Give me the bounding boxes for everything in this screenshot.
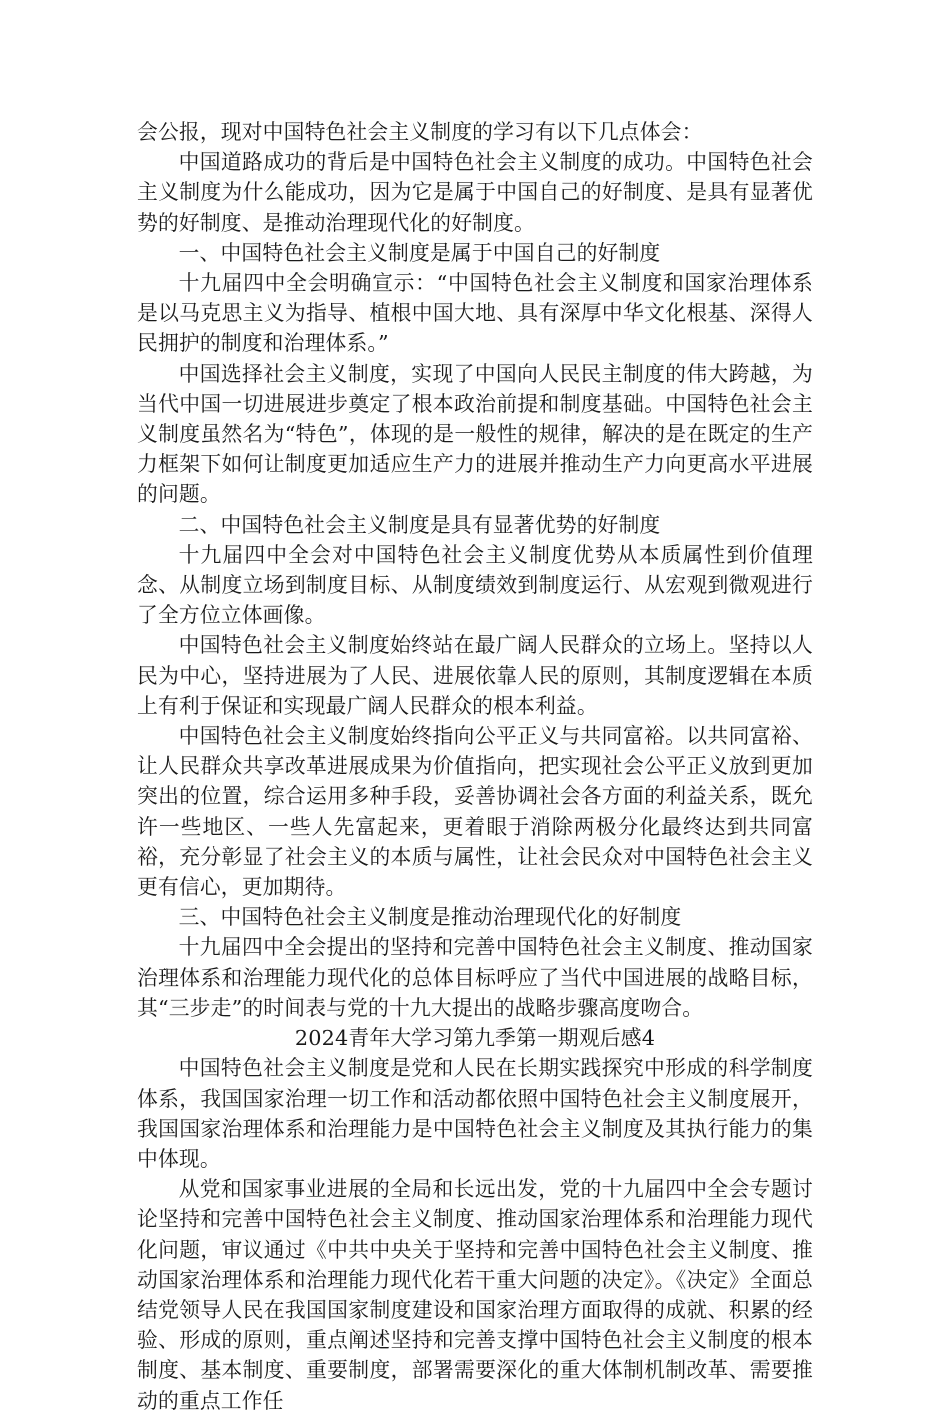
article-title: 2024青年大学习第九季第一期观后感4 (294, 1026, 656, 1051)
section-heading-2: 二、中国特色社会主义制度是具有显著优势的好制度 (178, 512, 661, 537)
paragraph: 中国道路成功的背后是中国特色社会主义制度的成功。中国特色社会主义制度为什么能成功，因为它是属于中国自己的好制度、是具有显著优势的好制度、是推动治理现代化的好制度。 (137, 150, 813, 235)
paragraph: 十九届四中全会对中国特色社会主义制度优势从本质属性到价值理念、从制度立场到制度目标、从制度绩效到制度运行、从宏观到微观进行了全方位立体画像。 (137, 542, 813, 628)
paragraph: 中国特色社会主义制度始终站在最广阔人民群众的立场上。坚持以人民为中心，坚持进展为了人民、进展依靠人民的原则，其制度逻辑在本质上有利于保证和实现最广阔人民群众的根本利益。 (137, 633, 813, 718)
paragraph: 中国特色社会主义制度始终指向公平正义与共同富裕。以共同富裕、让人民群众共享改革进展成果为价值指向，把实现社会公平正义放到更加突出的位置，综合运用多种手段，妥善协调社会各方面的利益关系，既允许一些地区、一些人先富起来，更着眼于消除两极分化最终达到共同富裕，充分彰显了社会主义的本质与属性，让社会民众对中国特色社会主义更有信心，更加期待。 (137, 724, 813, 900)
paragraph: 从党和国家事业进展的全局和长远出发，党的十九届四中全会专题讨论坚持和完善中国特色社会主义制度、推动国家治理体系和治理能力现代化问题，审议通过《中共中央关于坚持和完善中国特色社会主义制度、推动国家治理体系和治理能力现代化若干重大问题的决定》。《决定》全面总结党领导人民在我国国家制度建设和国家治理方面取得的成就、积累的经验、形成的原则，重点阐述坚持和完善支撑中国特色社会主义制度的根本制度、基本制度、重要制度，部署需要深化的重大体制机制改革、需要推动的重点工作任 (137, 1177, 813, 1413)
document-body (137, 117, 813, 1416)
paragraph: 中国选择社会主义制度，实现了中国向人民民主制度的伟大跨越，为当代中国一切进展进步奠定了根本政治前提和制度基础。中国特色社会主义制度虽然名为“特色”，体现的是一般性的规律，解决的是在既定的生产力框架下如何让制度更加适应生产力的进展并推动生产力向更高水平进展的问题。 (137, 361, 813, 507)
paragraph: 十九届四中全会明确宣示：“中国特色社会主义制度和国家治理体系是以马克思主义为指导、植根中国大地、具有深厚中华文化根基、深得人民拥护的制度和治理体系。” (137, 271, 813, 356)
paragraph-intro-continuation: 会公报，现对中国特色社会主义制度的学习有以下几点体会： (137, 120, 703, 144)
section-heading-3: 三、中国特色社会主义制度是推动治理现代化的好制度 (178, 905, 682, 930)
paragraph: 中国特色社会主义制度是党和人民在长期实践探究中形成的科学制度体系，我国国家治理一切工作和活动都依照中国特色社会主义制度展开，我国国家治理体系和治理能力是中国特色社会主义制度及其执行能力的集中体现。 (137, 1056, 813, 1171)
paragraph: 十九届四中全会提出的坚持和完善中国特色社会主义制度、推动国家治理体系和治理能力现代化的总体目标呼应了当代中国进展的战略目标，其“三步走”的时间表与党的十九大提出的战略步骤高度吻合。 (137, 935, 813, 1020)
section-heading-1: 一、中国特色社会主义制度是属于中国自己的好制度 (178, 240, 661, 265)
